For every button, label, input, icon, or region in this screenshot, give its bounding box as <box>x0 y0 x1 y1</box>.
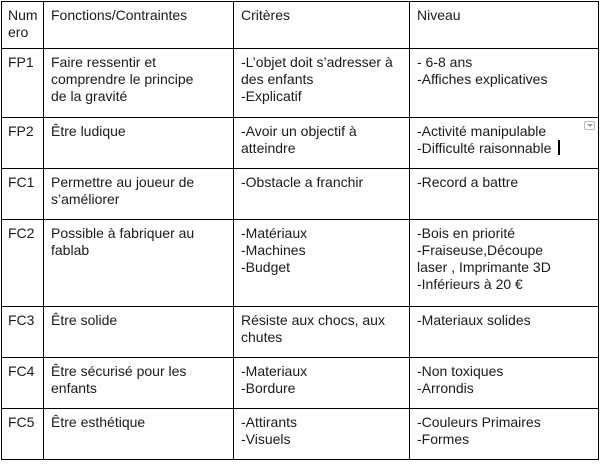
header-criteres[interactable]: Critères <box>234 2 410 49</box>
cell-id[interactable]: FC5 <box>2 409 44 460</box>
cell-niveau-text: -Activité manipulable -Difficulté raisonnable <box>417 123 552 156</box>
header-numero[interactable]: Num ero <box>2 2 44 49</box>
cell-id[interactable]: FP2 <box>2 118 44 169</box>
table-row <box>2 358 599 409</box>
cell-niveau[interactable]: -Non toxiques -Arrondis <box>410 358 599 409</box>
table-header-row <box>2 2 599 49</box>
cell-fonction[interactable]: Être esthétique <box>44 409 234 460</box>
cell-criteres[interactable]: -L’objet doit s’adresser à des enfants -Explicatif <box>234 49 410 118</box>
cell-fonction[interactable]: Être solide <box>44 307 234 358</box>
cell-niveau[interactable]: - 6-8 ans -Affiches explicatives <box>410 49 599 118</box>
cell-fonction[interactable]: Faire ressentir et comprendre le principe de la gravité <box>44 49 234 118</box>
text-cursor <box>558 140 560 155</box>
cell-criteres[interactable]: -Matériaux -Machines -Budget <box>234 220 410 307</box>
table-row <box>2 307 599 358</box>
table-row <box>2 169 599 220</box>
cell-criteres[interactable]: -Materiaux -Bordure <box>234 358 410 409</box>
cell-niveau[interactable]: -Materiaux solides <box>410 307 599 358</box>
cell-dropdown-icon[interactable] <box>584 121 595 130</box>
cell-id[interactable]: FC4 <box>2 358 44 409</box>
cell-id[interactable]: FC1 <box>2 169 44 220</box>
cell-niveau[interactable]: -Bois en priorité -Fraiseuse,Découpe laser , Imprimante 3D -Inférieurs à 20 € <box>410 220 599 307</box>
cell-fonction[interactable]: Permettre au joueur de s’améliorer <box>44 169 234 220</box>
header-fonctions[interactable]: Fonctions/Contraintes <box>44 2 234 49</box>
cell-fonction[interactable]: Être ludique <box>44 118 234 169</box>
cell-id[interactable]: FP1 <box>2 49 44 118</box>
table-row <box>2 49 599 118</box>
cell-fonction[interactable]: Possible à fabriquer au fablab <box>44 220 234 307</box>
cell-criteres[interactable]: -Avoir un objectif à atteindre <box>234 118 410 169</box>
cell-niveau[interactable]: -Record a battre <box>410 169 599 220</box>
table-row <box>2 220 599 307</box>
cell-criteres[interactable]: -Attirants -Visuels <box>234 409 410 460</box>
cahier-des-charges-table <box>1 1 599 460</box>
cell-criteres[interactable]: -Obstacle a franchir <box>234 169 410 220</box>
cell-id[interactable]: FC2 <box>2 220 44 307</box>
table-row <box>2 118 599 169</box>
cell-niveau[interactable]: -Couleurs Primaires -Formes <box>410 409 599 460</box>
cell-niveau-active[interactable] <box>410 118 599 169</box>
table-row <box>2 409 599 460</box>
cell-fonction[interactable]: Être sécurisé pour les enfants <box>44 358 234 409</box>
cell-criteres[interactable]: Résiste aux chocs, aux chutes <box>234 307 410 358</box>
cell-id[interactable]: FC3 <box>2 307 44 358</box>
header-niveau[interactable]: Niveau <box>410 2 599 49</box>
